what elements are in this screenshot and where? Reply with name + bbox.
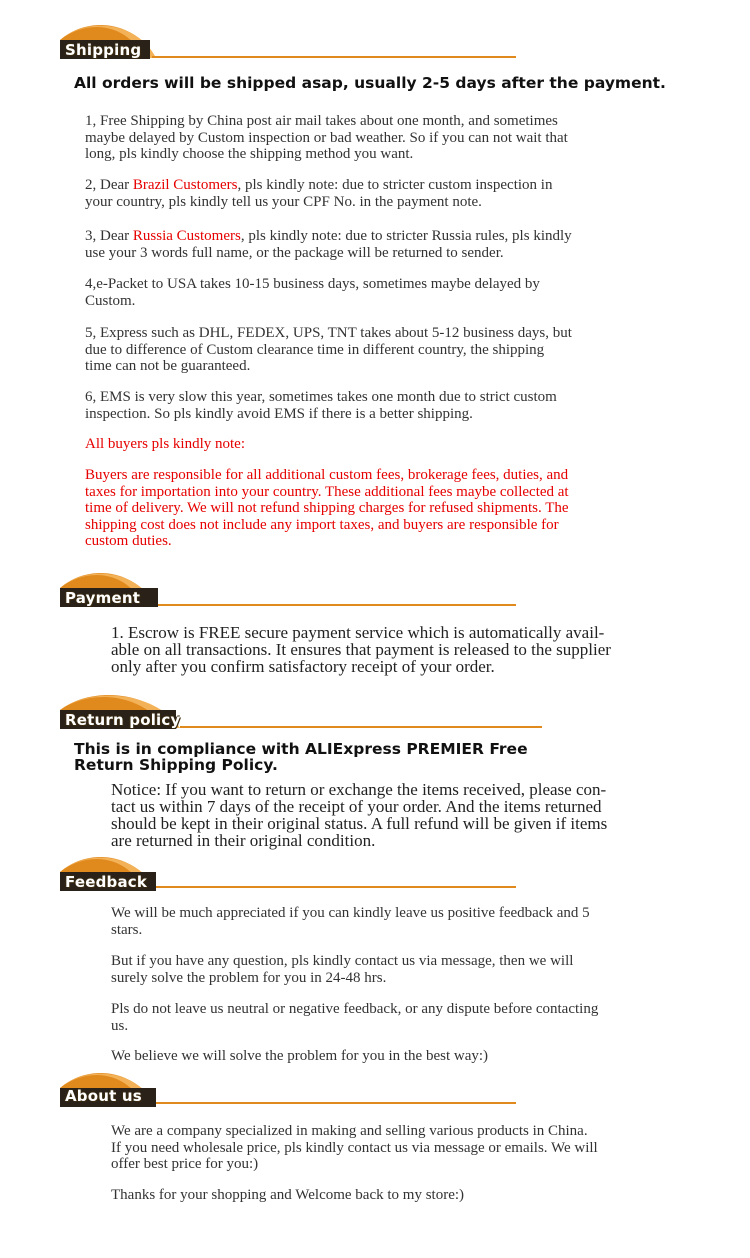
return-policy-rule <box>180 726 542 728</box>
buyers-note-title: All buyers pls kindly note: <box>85 436 245 452</box>
payment-header <box>58 566 518 616</box>
return-policy-notice: Notice: If you want to return or exchange the items received, please con- tact us within 7 days of the receipt of your order. And the items returned should be kept in their original status. A full refund will be given if items are returned in their original condition. <box>111 780 608 850</box>
return-policy-header <box>58 688 544 738</box>
shipping-item-2 <box>85 177 552 210</box>
about-us-rule <box>156 1102 516 1104</box>
feedback-header <box>58 850 518 900</box>
shipping-item-1: 1, Free Shipping by China post air mail takes about one month, and sometimes maybe delayed by Custom inspection or bad weather. So if you can not wait that long, pls kindly choose the shipping method you want. <box>85 113 568 162</box>
shipping-rule <box>152 56 516 58</box>
section-title-shipping: Shipping <box>65 41 142 59</box>
buyers-note-body: Buyers are responsible for all additional custom fees, brokerage fees, duties, and taxes for importation into your country. These additional fees maybe collected at time of delivery. We will not refund shipping charges for refused shipments. The shipping cost does not include any import taxes, and buyers are responsible for custom duties. <box>85 467 569 549</box>
section-title-return-policy: Return policy <box>65 711 181 729</box>
about-us-item-1: We are a company specialized in making and selling various products in China. If you need wholesale price, pls kindly contact us via message or emails. We will offer best price for you:) <box>111 1123 598 1172</box>
section-title-feedback: Feedback <box>65 873 148 891</box>
shipping-item-2-post: , pls kindly note: due to stricter custom inspection in your country, pls kindly tell us your CPF No. in the payment note. <box>85 177 553 210</box>
return-policy-headline: This is in compliance with ALIExpress PREMIER Free Return Shipping Policy. <box>74 740 528 774</box>
shipping-item-4: 4,e-Packet to USA takes 10-15 business days, sometimes maybe delayed by Custom. <box>85 276 540 309</box>
feedback-item-1: We will be much appreciated if you can kindly leave us positive feedback and 5 stars. <box>111 905 590 938</box>
shipping-item-6: 6, EMS is very slow this year, sometimes takes one month due to strict custom inspection. So pls kindly avoid EMS if there is a better shipping. <box>85 389 557 422</box>
shipping-item-3-post: , pls kindly note: due to stricter Russia rules, pls kindly use your 3 words full name, or the package will be returned to sender. <box>85 228 572 261</box>
shipping-headline: All orders will be shipped asap, usually 2-5 days after the payment. <box>74 74 666 92</box>
payment-rule <box>158 604 516 606</box>
shipping-item-5: 5, Express such as DHL, FEDEX, UPS, TNT takes about 5-12 business days, but due to difference of Custom clearance time in different country, the shipping time can not be guaranteed. <box>85 325 572 374</box>
feedback-rule <box>156 886 516 888</box>
brazil-customers-text: Brazil Customers <box>132 177 238 193</box>
shipping-item-2-pre: 2, Dear <box>85 177 133 193</box>
russia-customers-text: Russia Customers <box>132 228 241 244</box>
payment-item-1: 1. Escrow is FREE secure payment service which is automatically avail- able on all transactions. It ensures that payment is released to the supplier only after you confirm satisfactory receipt of your order. <box>111 623 611 676</box>
shipping-header <box>58 18 518 68</box>
about-us-header <box>58 1066 518 1116</box>
feedback-item-3: Pls do not leave us neutral or negative feedback, or any dispute before contacting us. <box>111 1001 599 1034</box>
section-title-payment: Payment <box>65 589 141 607</box>
feedback-item-4: We believe we will solve the problem for you in the best way:) <box>111 1048 489 1064</box>
feedback-item-2: But if you have any question, pls kindly contact us via message, then we will surely solve the problem for you in 24-48 hrs. <box>111 953 574 986</box>
shipping-item-3 <box>85 228 572 261</box>
section-title-about-us: About us <box>65 1087 142 1105</box>
shipping-item-3-pre: 3, Dear <box>85 228 133 244</box>
about-us-item-2: Thanks for your shopping and Welcome back to my store:) <box>111 1187 465 1203</box>
